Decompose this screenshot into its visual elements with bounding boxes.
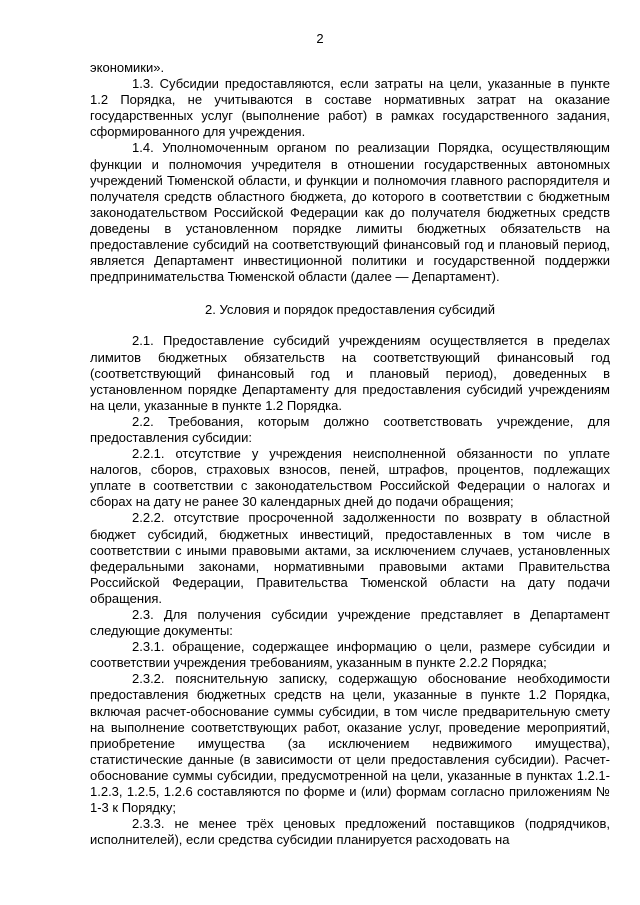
paragraph-1-4: 1.4. Уполномоченным органом по реализации Порядка, осуществляющим функции и полномочия учредителя в отношении государственных автономных учреждений Тюменской области, и функции и полномочия главного распорядителя и получателя средств областного бюджета, до которого в соответствии с бюджетным законодательством Российской Федерации как до получателя бюджетных средств доведены в установленном порядке лимиты бюджетных обязательств на предоставление субсидий на соответствующий финансовый год и плановый период, является Департамент инвестиционной политики и государственной поддержки предпринимательства Тюменской области (далее — Департамент).: [90, 140, 610, 285]
paragraph-2-2: 2.2. Требования, которым должно соответствовать учреждение, для предоставления субсидии:: [90, 413, 610, 445]
document-body: [90, 60, 610, 848]
paragraph-2-2-1: 2.2.1. отсутствие у учреждения неисполненной обязанности по уплате налогов, сборов, страховых взносов, пеней, штрафов, процентов, подлежащих уплате в соответствии с законодательством Российской Федерации о налогах и сборах на дату не ранее 30 календарных дней до подачи обращения;: [90, 446, 610, 510]
paragraph-2-3-2: 2.3.2. пояснительную записку, содержащую обоснование необходимости предоставления бюджетных средств на цели, указанные в пункте 1.2 Порядка, включая расчет-обоснование суммы субсидии, в том числе предварительную смету на выполнение соответствующих работ, оказание услуг, проведение мероприятий, приобретение имущества (за исключением недвижимого имущества), статистические данные (в зависимости от цели предоставления субсидии). Расчет-обоснование суммы субсидии, предусмотренной на цели, указанные в пунктах 1.2.1-1.2.3, 1.2.5, 1.2.6 составляются по форме и (или) формам согласно приложениям № 1-3 к Порядку;: [90, 671, 610, 816]
paragraph-2-3: 2.3. Для получения субсидии учреждение представляет в Департамент следующие документы:: [90, 607, 610, 639]
paragraph-2-1: 2.1. Предоставление субсидий учреждениям осуществляется в пределах лимитов бюджетных обязательств на соответствующий финансовый год (соответствующий финансовый год и плановый период), доведенных в установленном порядке Департаменту для предоставления субсидий учреждениям на цели, указанные в пункте 1.2 Порядка.: [90, 333, 610, 413]
paragraph-2-3-3: 2.3.3. не менее трёх ценовых предложений поставщиков (подрядчиков, исполнителей), если средства субсидии планируется расходовать на: [90, 816, 610, 848]
paragraph-continuation: экономики».: [90, 60, 165, 75]
paragraph-2-3-1: 2.3.1. обращение, содержащее информацию о цели, размере субсидии и соответствии учреждения требованиям, указанным в пункте 2.2.2 Порядка;: [90, 639, 610, 671]
paragraph-2-2-2: 2.2.2. отсутствие просроченной задолженности по возврату в областной бюджет субсидий, бюджетных инвестиций, предоставленных в том числе в соответствии с иными правовыми актами, за исключением случаев, установленных федеральными законами, нормативными правовыми актами Правительства Российской Федерации, Правительства Тюменской области на дату подачи обращения.: [90, 510, 610, 606]
page-number: 2: [316, 31, 324, 46]
section-heading: 2. Условия и порядок предоставления субсидий: [205, 302, 495, 318]
paragraph-1-3: 1.3. Субсидии предоставляются, если затраты на цели, указанные в пункте 1.2 Порядка, не учитываются в составе нормативных затрат на оказание государственных услуг (выполнение работ) в рамках государственного задания, сформированного для учреждения.: [90, 76, 610, 140]
